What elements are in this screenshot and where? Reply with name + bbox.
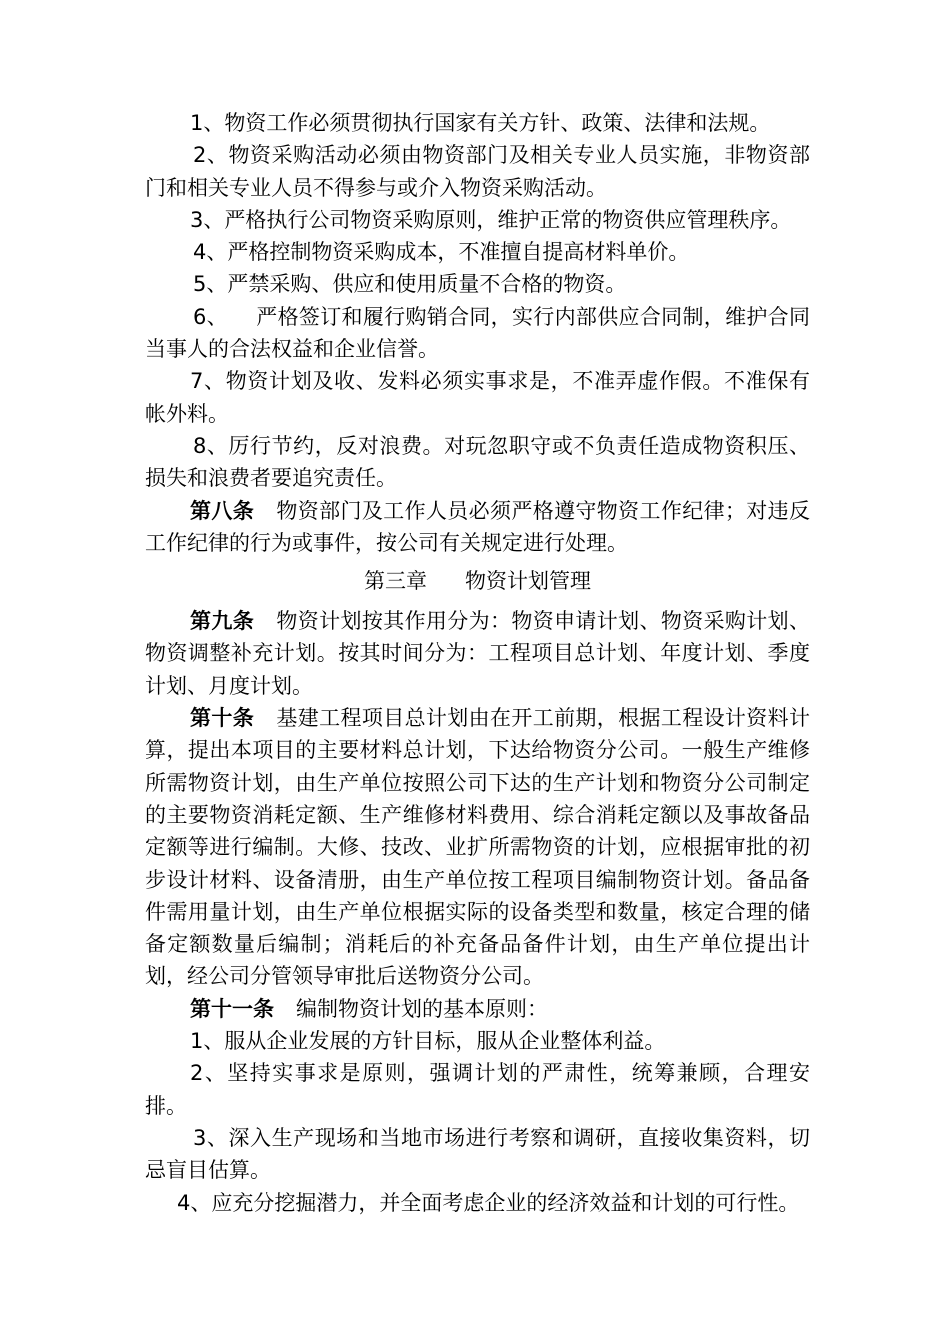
article-9-text: 物资计划按其作用分为：物资申请计划、物资采购计划、物资调整补充计划。按其时间分为：工程项目总计划、年度计划、季度计划、月度计划。 bbox=[145, 609, 811, 698]
item-8: 8、厉行节约，反对浪费。对玩忽职守或不负责任造成物资积压、损失和浪费者要追究责任。 bbox=[145, 433, 810, 491]
principle-4: 4、应充分挖掘潜力，并全面考虑企业的经济效益和计划的可行性。 bbox=[177, 1190, 800, 1215]
item-6-text: 严格签订和履行购销合同，实行内部供应合同制，维护合同当事人的合法权益和企业信誉。 bbox=[145, 304, 810, 362]
item-1: 1、物资工作必须贯彻执行国家有关方针、政策、法律和法规。 bbox=[190, 111, 771, 135]
article-11-label: 第十一条 bbox=[190, 996, 274, 1021]
article-8 bbox=[145, 495, 810, 560]
article-11-text: 编制物资计划的基本原则： bbox=[296, 996, 548, 1021]
item-5: 5、严禁采购、供应和使用质量不合格的物资。 bbox=[193, 272, 627, 297]
article-10 bbox=[145, 702, 810, 993]
article-11 bbox=[145, 993, 810, 1025]
article-9 bbox=[145, 605, 810, 702]
item-3: 3、严格执行公司物资采购原则，维护正常的物资供应管理秩序。 bbox=[190, 207, 792, 232]
item-4: 4、严格控制物资采购成本，不准擅自提高材料单价。 bbox=[193, 240, 690, 265]
item-7: 7、物资计划及收、发料必须实事求是，不准弄虚作假。不准保有帐外料。 bbox=[145, 369, 810, 426]
item-6-number: 6、 bbox=[193, 304, 228, 329]
article-10-label: 第十条 bbox=[190, 706, 255, 731]
principle-2: 2、坚持实事求是原则，强调计划的严肃性，统筹兼顾，合理安排。 bbox=[145, 1061, 810, 1118]
item-6 bbox=[145, 301, 810, 366]
article-10-text: 基建工程项目总计划由在开工前期，根据工程设计资料计算，提出本项目的主要材料总计划，下达给物资分公司。一般生产维修所需物资计划，由生产单位按照公司下达的生产计划和物资分公司制定的主要物资消耗定额、生产维修材料费用、综合消耗定额以及事故备品定额等进行编制。大修、技改、业扩所需物资的计划，应根据审批的初步设计材料、设备清册，由生产单位按工程项目编制物资计划。备品备件需用量计划，由生产单位根据实际的设备类型和数量，核定合理的储备定额数量后编制；消耗后的补充备品备件计划，由生产单位提出计划，经公司分管领导审批后送物资分公司。 bbox=[145, 706, 811, 989]
article-9-label: 第九条 bbox=[190, 609, 255, 634]
chapter-title: 物资计划管理 bbox=[465, 569, 591, 594]
chapter-heading bbox=[145, 565, 810, 597]
principle-1: 1、服从企业发展的方针目标，服从企业整体利益。 bbox=[190, 1029, 666, 1054]
document-page bbox=[145, 107, 810, 1219]
item-2: 2、物资采购活动必须由物资部门及相关专业人员实施，非物资部门和相关专业人员不得参与或介入物资采购活动。 bbox=[145, 143, 810, 200]
principle-3: 3、深入生产现场和当地市场进行考察和调研，直接收集资料，切忌盲目估算。 bbox=[145, 1125, 810, 1183]
article-8-text: 物资部门及工作人员必须严格遵守物资工作纪律；对违反工作纪律的行为或事件，按公司有关规定进行处理。 bbox=[145, 498, 811, 555]
article-8-label: 第八条 bbox=[190, 498, 255, 523]
chapter-number: 第三章 bbox=[364, 569, 427, 594]
